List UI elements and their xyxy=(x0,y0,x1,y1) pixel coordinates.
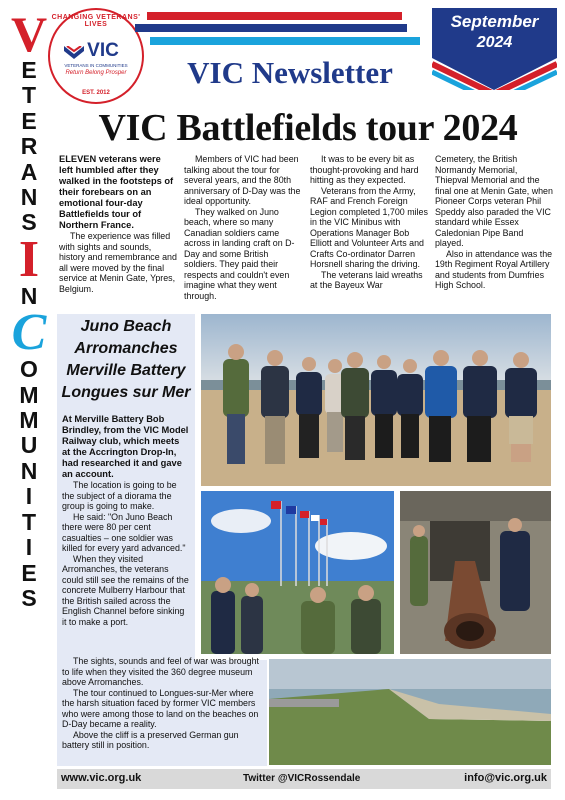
side-letter: M xyxy=(19,381,39,408)
side-letter: C xyxy=(11,304,47,362)
side-letter: E xyxy=(21,559,37,586)
group-photo xyxy=(201,314,551,486)
side-letter: T xyxy=(21,82,37,109)
column-2 xyxy=(184,154,302,301)
website-link[interactable]: www.vic.org.uk xyxy=(61,772,142,784)
red-stripe xyxy=(147,12,402,20)
side-letter: E xyxy=(21,57,37,83)
logo-name: VIC xyxy=(87,40,119,61)
side-letter: N xyxy=(20,457,38,484)
side-letter: I xyxy=(25,483,33,510)
side-letter: A xyxy=(20,158,38,185)
lead-paragraph: At Merville Battery Bob Brindley, from the VIC Model Railway club, which meets at the Accrington Drop-In, had researched it and gave an account. xyxy=(62,414,189,479)
paragraph: The veterans laid wreaths at the Bayeux War xyxy=(310,269,423,290)
navy-stripe xyxy=(135,24,407,32)
paragraph: It was to be every bit as thought-provoking and hard hitting as they expected. xyxy=(310,154,419,185)
place-name: Merville Battery xyxy=(66,362,186,379)
place-name: Longues sur Mer xyxy=(61,384,191,401)
side-letter: E xyxy=(21,107,37,134)
paragraph: The location is going to be the subject of a diorama the group is going to make. xyxy=(62,480,177,511)
place-name: Arromanches xyxy=(74,340,178,357)
merville-story xyxy=(62,414,190,627)
paragraph: The experience was filled with sights and sounds, history and remembrance and all were moved by the final service at Menin Gate, Ypres, Belgium. xyxy=(59,231,177,294)
date-banner xyxy=(432,8,557,88)
paragraph: Cemetery, the British Normandy Memorial, Thiepval Memorial and the final one at Menin Gate, when Pioneer Corps veteran Phil Speddy also paraded the VIC standard while Essex Caledonian Pipe Band played. xyxy=(435,154,553,248)
footer xyxy=(57,769,551,789)
place-name: Juno Beach xyxy=(80,318,172,335)
flags-photo xyxy=(201,491,394,654)
banner-year: 2024 xyxy=(476,34,513,51)
paragraph: The tour continued to Longues-sur-Mer where the harsh situation faced by former VIC members who were among those to land on the beaches on D-Day became a reality. xyxy=(62,687,259,729)
places-heading xyxy=(57,316,195,404)
flags-photo-image xyxy=(201,491,394,654)
logo-established: EST. 2012 xyxy=(82,90,110,96)
banner-month: September xyxy=(450,12,539,31)
coast-photo xyxy=(269,659,551,765)
paragraph: He said: "On Juno Beach there were 80 per cent casualties – one soldier was killed for every yard advanced." xyxy=(62,511,186,553)
side-title xyxy=(0,6,58,611)
paragraph: They walked on Juno beach, where so many Canadian soldiers came across in landing craft on D-Day and some British soldiers. They paid their respects and couldn't even imagine what they went through. xyxy=(184,206,295,301)
paragraph: Above the cliff is a preserved German gun battery still in position. xyxy=(62,729,239,750)
vic-logo xyxy=(48,8,144,104)
side-letter: M xyxy=(19,407,39,434)
group-photo-image xyxy=(201,314,551,486)
bottom-story xyxy=(62,656,267,751)
logo-subtitle: VETERANS IN COMMUNITIES xyxy=(64,63,128,68)
side-letter: I xyxy=(18,230,40,288)
side-letter: N xyxy=(20,282,38,309)
side-letter: R xyxy=(20,133,38,160)
side-letter: I xyxy=(25,534,33,561)
paragraph: When they visited Arromanches, the veterans could still see the remains of the concrete Mulberry Harbour that the British sailed across the English Channel before sinking it to make a port. xyxy=(62,553,189,627)
logo-ring-text: CHANGING VETERANS' LIVES xyxy=(51,14,141,28)
side-letter: O xyxy=(20,356,38,383)
column-4 xyxy=(435,154,553,291)
email-link[interactable]: info@vic.org.uk xyxy=(464,772,547,784)
twitter-handle[interactable]: Twitter @VICRossendale xyxy=(243,773,361,784)
side-letter: V xyxy=(10,6,48,62)
coast-photo-image xyxy=(269,659,551,765)
column-3 xyxy=(310,154,428,291)
cyan-stripe xyxy=(150,37,420,45)
headline: VIC Battlefields tour 2024 xyxy=(98,107,518,149)
paragraph: The sights, sounds and feel of war was brought to life when they visited the 360 degree museum above Arromanches. xyxy=(62,656,259,687)
paragraph: Members of VIC had been talking about the tour for several years, and the 80th anniversary of D-Day was the ideal opportunity. xyxy=(184,154,301,206)
paragraph: Veterans from the Army, RAF and French Foreign Legion completed 1,700 miles in the VIC Minibus with Operations Manager Bob Elliott and Volunteer Arts and Crafts Co-ordinator Darren Horsnell sharing the driving. xyxy=(310,185,428,269)
column-1 xyxy=(59,154,177,294)
paragraph: Also in attendance was the 19th Regiment Royal Artillery and students from Dumfries High School. xyxy=(435,248,553,290)
side-letter: T xyxy=(21,508,37,535)
side-letter: U xyxy=(20,432,38,459)
lead-paragraph: ELEVEN veterans were left humbled after they walked in the footsteps of their forebears on an emotional four-day Battlefields tour of Northern France. xyxy=(59,154,174,230)
newsletter-title: VIC Newsletter xyxy=(187,55,393,90)
gun-battery-photo-image xyxy=(400,491,551,654)
gun-battery-photo xyxy=(400,491,551,654)
side-letter: S xyxy=(21,584,37,611)
side-letter: S xyxy=(21,209,37,236)
side-letter: N xyxy=(20,184,38,211)
logo-motto: Return Belong Prosper xyxy=(65,70,127,76)
